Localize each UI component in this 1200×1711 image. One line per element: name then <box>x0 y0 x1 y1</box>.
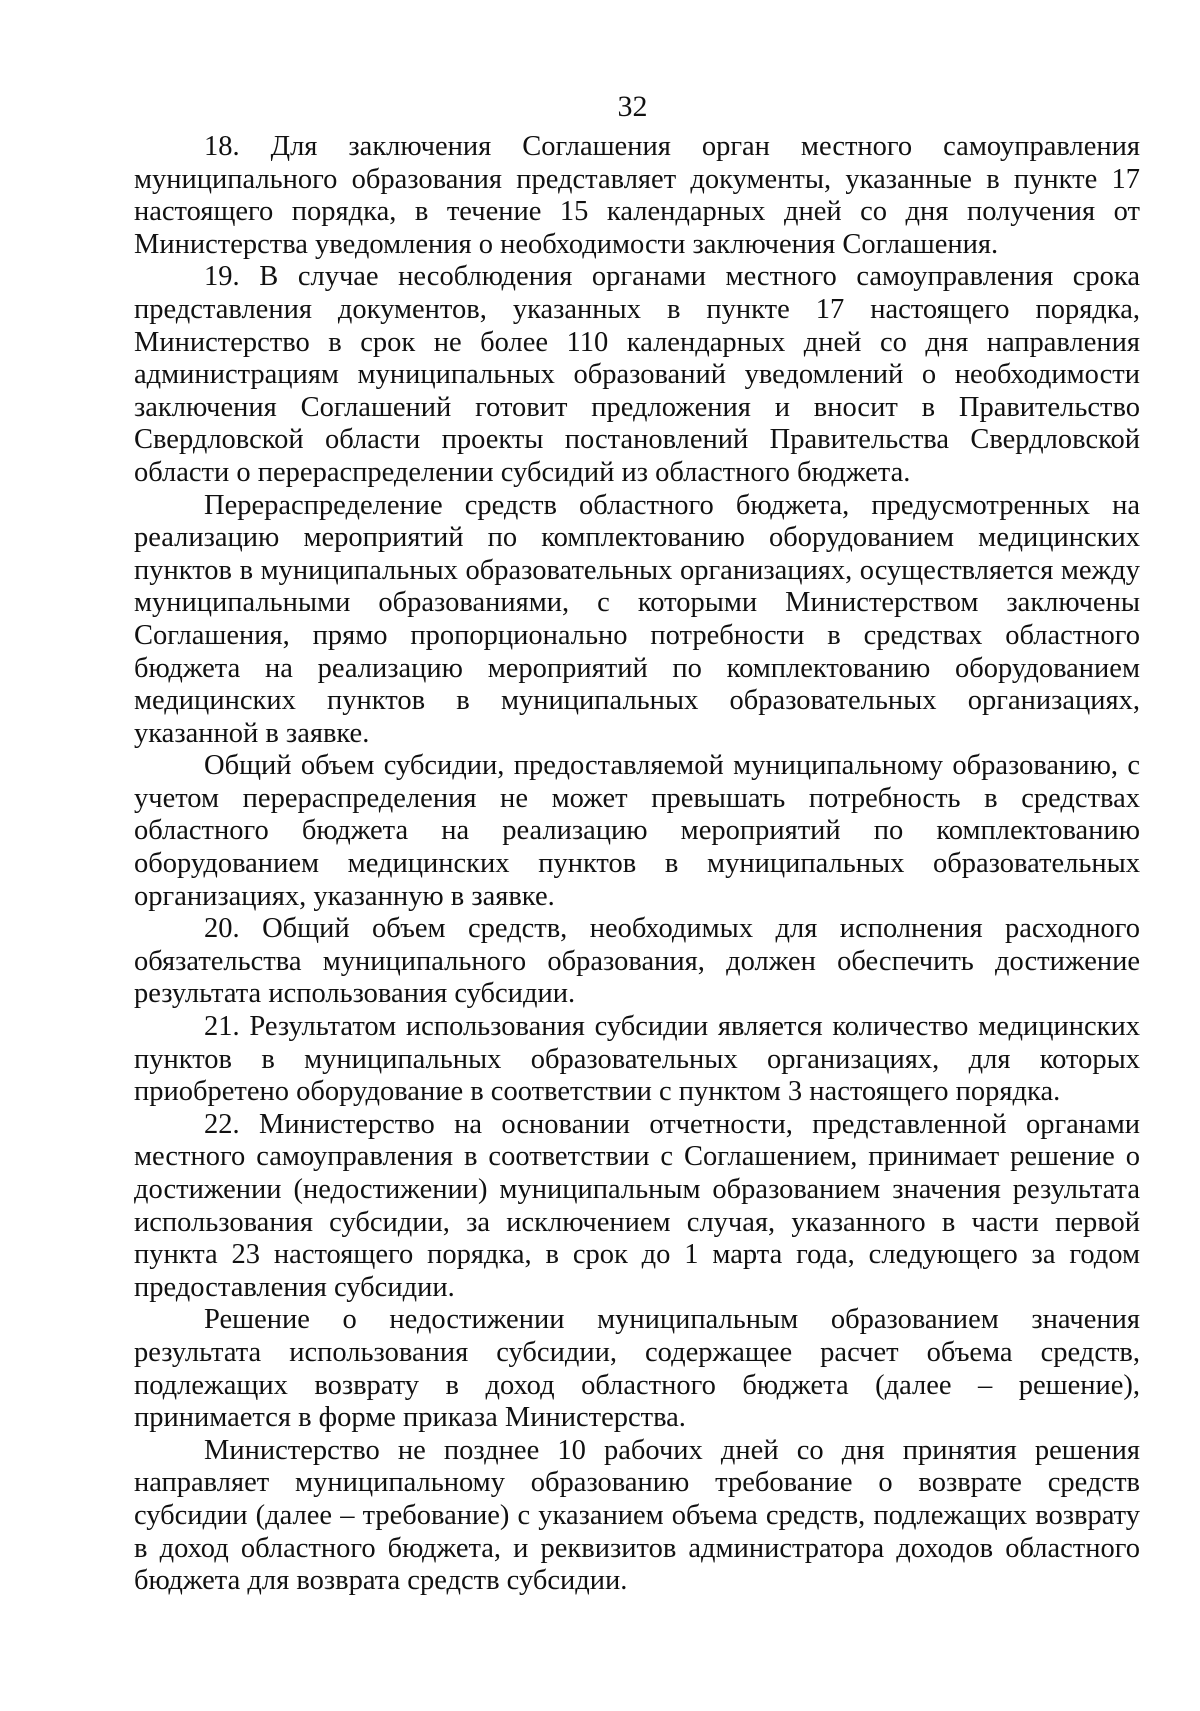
paragraph-19: 19. В случае несоблюдения органами местного самоуправления срока представления документов, указанных в пункте 17 настоящего порядка, Министерство в срок не более 110 календарных дней со дня направления администрациям муниципальных образований уведомлений о необходимости заключения Соглашений готовит предложения и вносит в Правительство Свердловской области проекты постановлений Правительства Свердловской области о перераспределении субсидий из областного бюджета. <box>134 261 1140 488</box>
paragraph-20: 20. Общий объем средств, необходимых для исполнения расходного обязательства муниципального образования, должен обеспечить достижение результата использования субсидии. <box>134 913 1140 1010</box>
document-body <box>134 131 1140 1598</box>
paragraph-total-subsidy: Общий объем субсидии, предоставляемой муниципальному образованию, с учетом перераспределения не может превышать потребность в средствах областного бюджета на реализацию мероприятий по комплектованию оборудованием медицинских пунктов в муниципальных образовательных организациях, указанную в заявке. <box>134 750 1140 912</box>
paragraph-decision: Решение о недостижении муниципальным образованием значения результата использования субсидии, содержащее расчет объема средств, подлежащих возврату в доход областного бюджета (далее – решение), принимается в форме приказа Министерства. <box>134 1304 1140 1434</box>
page-number: 32 <box>617 90 648 123</box>
paragraph-22: 22. Министерство на основании отчетности, представленной органами местного самоуправления в соответствии с Соглашением, принимает решение о достижении (недостижении) муниципальным образованием значения результата использования субсидии, за исключением случая, указанного в части первой пункта 23 настоящего порядка, в срок до 1 марта года, следующего за годом предоставления субсидии. <box>134 1108 1140 1303</box>
paragraph-18: 18. Для заключения Соглашения орган местного самоуправления муниципального образования представляет документы, указанные в пункте 17 настоящего порядка, в течение 15 календарных дней со дня получения от Министерства уведомления о необходимости заключения Соглашения. <box>134 131 1140 260</box>
paragraph-21: 21. Результатом использования субсидии является количество медицинских пунктов в муниципальных образовательных организациях, для которых приобретено оборудование в соответствии с пунктом 3 настоящего порядка. <box>134 1011 1140 1108</box>
paragraph-requirement: Министерство не позднее 10 рабочих дней со дня принятия решения направляет муниципальному образованию требование о возврате средств субсидии (далее – требование) с указанием объема средств, подлежащих возврату в доход областного бюджета, и реквизитов администратора доходов областного бюджета для возврата средств субсидии. <box>134 1434 1140 1597</box>
paragraph-redistribution: Перераспределение средств областного бюджета, предусмотренных на реализацию мероприятий по комплектованию оборудованием медицинских пунктов в муниципальных образовательных организациях, осуществляется между муниципальными образованиями, с которыми Министерством заключены Соглашения, прямо пропорционально потребности в средствах областного бюджета на реализацию мероприятий по комплектованию оборудованием медицинских пунктов в муниципальных образовательных организациях, указанной в заявке. <box>134 489 1140 749</box>
